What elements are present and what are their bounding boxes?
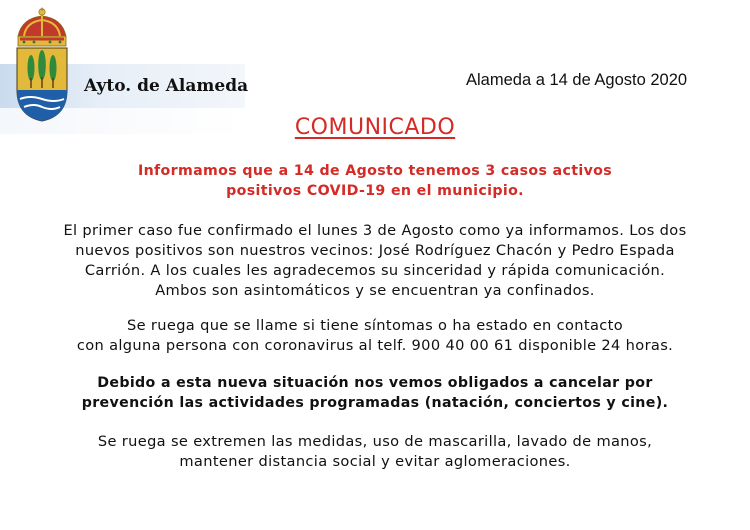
- paragraph-line: prevención las actividades programadas (natación, conciertos y cine).: [81, 395, 669, 411]
- intro-statement: [0, 161, 750, 201]
- paragraph-line: El primer caso fue confirmado el lunes 3 de Agosto como ya informamos. Los dos: [63, 222, 687, 239]
- paragraph-line: Se ruega se extremen las medidas, uso de mascarilla, lavado de manos,: [97, 433, 653, 450]
- paragraph-line: Debido a esta nueva situación nos vemos obligados a cancelar por: [97, 375, 653, 391]
- paragraph-line: Carrión. A los cuales les agradecemos su sinceridad y rápida comunicación.: [84, 262, 666, 279]
- organization-name: Ayto. de Alameda: [84, 76, 249, 96]
- document-date: Alameda a 14 de Agosto 2020: [466, 71, 688, 89]
- crown-icon: [18, 8, 66, 47]
- intro-line: Informamos que a 14 de Agosto tenemos 3 casos activos: [137, 163, 613, 179]
- paragraph-line: con alguna persona con coronavirus al telf. 900 40 00 61 disponible 24 horas.: [76, 337, 674, 354]
- notice-title-text: COMUNICADO: [294, 115, 456, 140]
- contact-paragraph: [0, 316, 750, 356]
- notice-title: [0, 115, 750, 140]
- paragraph-line: Se ruega que se llame si tiene síntomas o ha estado en contacto: [126, 317, 623, 334]
- shield-icon: [17, 48, 67, 121]
- measures-paragraph: [0, 432, 750, 472]
- coat-of-arms-logo: [12, 6, 72, 124]
- paragraph-line: mantener distancia social y evitar aglomeraciones.: [179, 453, 571, 470]
- paragraph-line: nuevos positivos son nuestros vecinos: José Rodríguez Chacón y Pedro Espada: [75, 242, 675, 259]
- cases-paragraph: [0, 221, 750, 301]
- cancellation-paragraph: [0, 373, 750, 413]
- intro-line: positivos COVID-19 en el municipio.: [226, 183, 524, 199]
- paragraph-line: Ambos son asintomáticos y se encuentran ya confinados.: [155, 282, 595, 299]
